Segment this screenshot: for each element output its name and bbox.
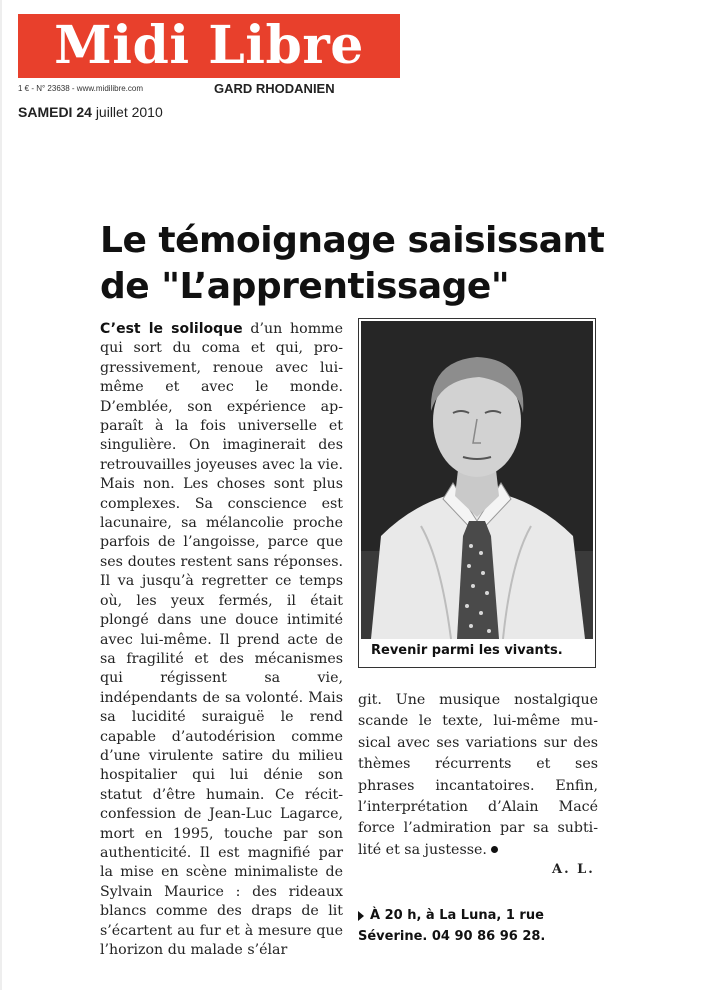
- event-info-line-1: À 20 h, à La Luna, 1 rue: [370, 908, 544, 923]
- headline-line-1: Le témoignage saisissant: [100, 220, 605, 261]
- article-column-right: [358, 690, 598, 861]
- author-signature: A. L.: [552, 862, 595, 877]
- photo-frame: [358, 318, 596, 668]
- issue-date: [18, 104, 163, 120]
- headline-line-2: de "L’apprentissage": [100, 266, 510, 307]
- portrait-illustration: [361, 321, 593, 639]
- issue-meta: 1 € - N° 23638 - www.midilibre.com: [18, 84, 144, 93]
- article-headline: [100, 218, 620, 310]
- event-info: [358, 905, 598, 947]
- article-body-left: d’un homme qui sort du coma et qui, progressivement, renoue avec lui-même et avec le monde. D’emblée, son expérience apparaît à la fois universelle et singulière. On imaginerait des retrouvailles joyeuses avec la vie. Mais non. Les choses sont plus complexes. Sa conscience est lacunaire, sa mélancolie proche parfois de l’angoisse, parce que ses doutes restent sans réponses. Il va jusqu’à regretter ce temps où, les yeux fermés, il était plongé dans une douce intimité avec lui-même. Il prend acte de sa fragilité et des mécanismes qui régissent sa vie, indépendants de sa volonté. Mais sa lucidité suraiguë le rend capable d’autodérision comme d’une virulente satire du milieu hospitalier qui lui dénie son statut d’être humain. Ce récit-confession de Jean-Luc Lagarce, mort en 1995, touche par son authenticité. Il est magnifié par la mise en scène minimaliste de Sylvain Maurice : des rideaux blancs comme des draps de lit s’écartent au fur et à mesure que l’horizon du malade s’élar: [100, 321, 343, 958]
- photo-caption: Revenir parmi les vivants.: [371, 643, 563, 658]
- masthead-logo: [18, 14, 400, 78]
- date-day: SAMEDI 24: [18, 104, 92, 120]
- newspaper-name: Midi Libre: [54, 15, 364, 76]
- event-info-line-2: Séverine. 04 90 86 96 28.: [358, 929, 546, 944]
- date-rest: juillet 2010: [95, 104, 163, 120]
- edition-label: GARD RHODANIEN: [214, 81, 335, 96]
- article-body-right: git. Une musique nostalgique scande le texte, lui-même musical avec ses variations sur des thèmes récurrents et ses phrases incantatoires. Enfin, l’interprétation d’Alain Macé force l’admiration par sa subtilité et sa justesse.: [358, 692, 598, 858]
- end-bullet-icon: [491, 846, 498, 853]
- scan-edge: [0, 0, 2, 990]
- article-column-left: [100, 320, 343, 960]
- arrow-right-icon: [358, 911, 364, 921]
- article-lead: C’est le soliloque: [100, 321, 243, 337]
- actor-photo: [361, 321, 593, 639]
